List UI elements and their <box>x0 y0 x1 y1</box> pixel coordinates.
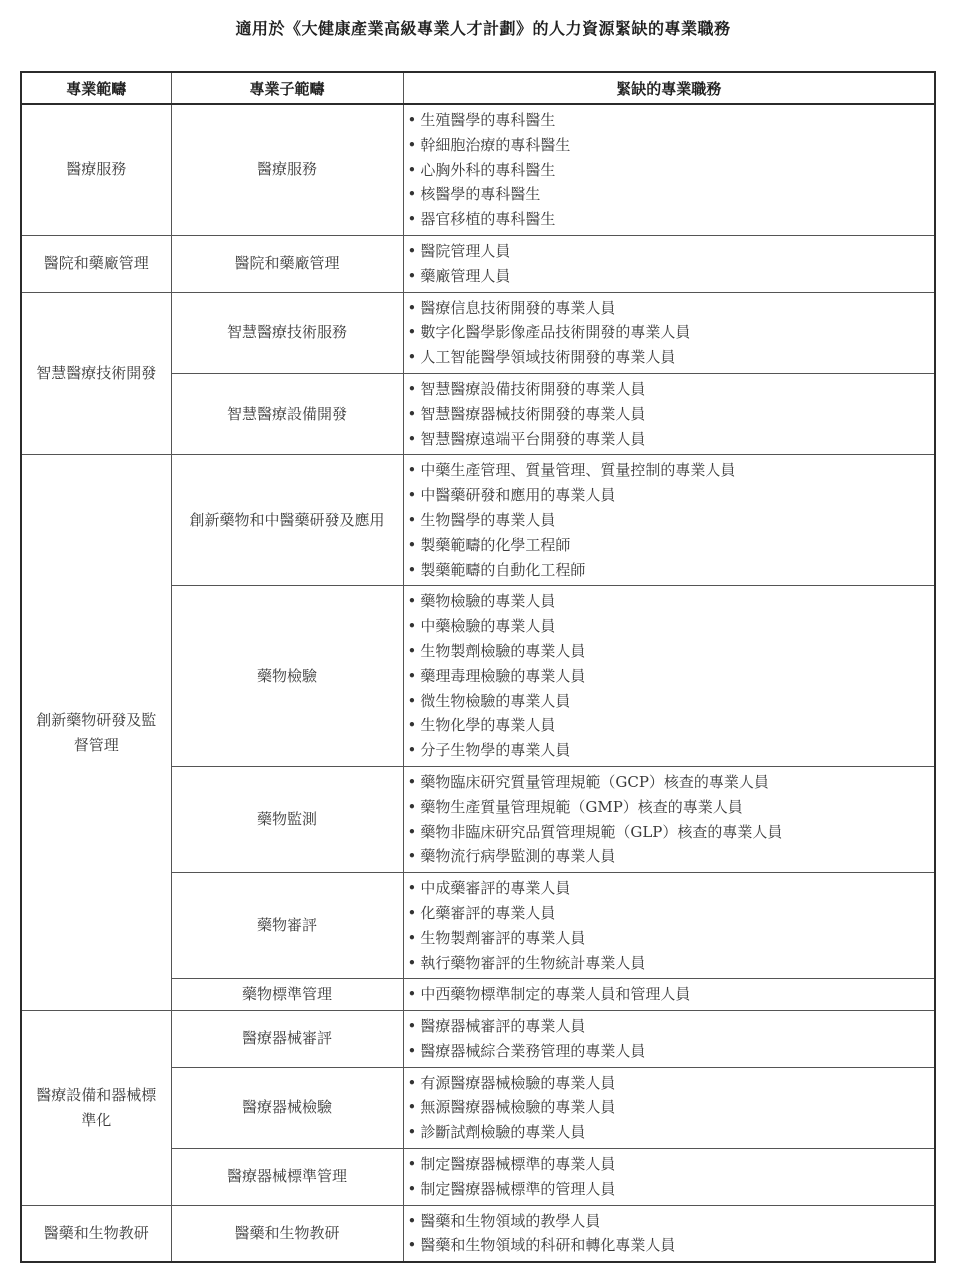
list-item: • 藥物非臨床研究品質管理規範（GLP）核查的專業人員 <box>408 820 935 845</box>
table-body <box>21 104 935 1262</box>
category-cell: 醫藥和生物教研 <box>21 1205 171 1262</box>
jobs-cell <box>403 1067 935 1148</box>
list-item: • 中藥生產管理、質量管理、質量控制的專業人員 <box>408 458 935 483</box>
list-item: • 幹細胞治療的專科醫生 <box>408 133 935 158</box>
subcategory-cell: 創新藥物和中醫藥研發及應用 <box>171 455 403 586</box>
jobs-list <box>408 296 935 370</box>
jobs-list <box>408 377 935 451</box>
list-item: • 藥物檢驗的專業人員 <box>408 589 935 614</box>
list-item: • 製藥範疇的化學工程師 <box>408 533 935 558</box>
list-item: • 藥物流行病學監測的專業人員 <box>408 844 935 869</box>
table-row <box>21 1011 935 1068</box>
jobs-list <box>408 108 935 232</box>
list-item: • 生物製劑審評的專業人員 <box>408 926 935 951</box>
jobs-cell <box>403 373 935 454</box>
list-item: • 執行藥物審評的生物統計專業人員 <box>408 951 935 976</box>
subcategory-cell: 智慧醫療技術服務 <box>171 292 403 373</box>
jobs-cell <box>403 235 935 292</box>
table-row <box>21 104 935 235</box>
table-row <box>21 1205 935 1262</box>
page-title: 適用於《大健康產業高級專業人才計劃》的人力資源緊缺的專業職務 <box>235 19 731 38</box>
category-cell: 醫院和藥廠管理 <box>21 235 171 292</box>
list-item: • 生物化學的專業人員 <box>408 713 935 738</box>
jobs-cell <box>403 979 935 1011</box>
table-row <box>21 455 935 586</box>
list-item: • 藥物生產質量管理規範（GMP）核查的專業人員 <box>408 795 935 820</box>
list-item: • 人工智能醫學領域技術開發的專業人員 <box>408 345 935 370</box>
list-item: • 中西藥物標準制定的專業人員和管理人員 <box>408 982 935 1007</box>
jobs-cell <box>403 1149 935 1206</box>
category-cell: 智慧醫療技術開發 <box>21 292 171 455</box>
list-item: • 器官移植的專科醫生 <box>408 207 935 232</box>
list-item: • 藥理毒理檢驗的專業人員 <box>408 664 935 689</box>
category-cell: 醫療設備和器械標準化 <box>21 1011 171 1206</box>
jobs-list <box>408 1014 935 1064</box>
list-item: • 醫療器械審評的專業人員 <box>408 1014 935 1039</box>
category-cell: 創新藥物研發及監督管理 <box>21 455 171 1011</box>
subcategory-cell: 智慧醫療設備開發 <box>171 373 403 454</box>
list-item: • 中藥檢驗的專業人員 <box>408 614 935 639</box>
subcategory-cell: 藥物審評 <box>171 873 403 979</box>
list-item: • 制定醫療器械標準的管理人員 <box>408 1177 935 1202</box>
category-cell: 醫療服務 <box>21 104 171 235</box>
subcategory-cell: 藥物標準管理 <box>171 979 403 1011</box>
jobs-cell <box>403 1205 935 1262</box>
list-item: • 無源醫療器械檢驗的專業人員 <box>408 1095 935 1120</box>
list-item: • 中醫藥研發和應用的專業人員 <box>408 483 935 508</box>
subcategory-cell: 醫藥和生物教研 <box>171 1205 403 1262</box>
jobs-list <box>408 876 935 975</box>
jobs-cell <box>403 1011 935 1068</box>
list-item: • 數字化醫學影像產品技術開發的專業人員 <box>408 320 935 345</box>
list-item: • 藥物臨床研究質量管理規範（GCP）核查的專業人員 <box>408 770 935 795</box>
subcategory-cell: 醫院和藥廠管理 <box>171 235 403 292</box>
talent-table <box>20 71 936 1263</box>
list-item: • 化藥審評的專業人員 <box>408 901 935 926</box>
header-row <box>21 72 935 104</box>
list-item: • 生物製劑檢驗的專業人員 <box>408 639 935 664</box>
list-item: • 生物醫學的專業人員 <box>408 508 935 533</box>
header-jobs: 緊缺的專業職務 <box>403 72 935 104</box>
list-item: • 製藥範疇的自動化工程師 <box>408 558 935 583</box>
header-category: 專業範疇 <box>21 72 171 104</box>
jobs-list <box>408 1152 935 1202</box>
jobs-cell <box>403 873 935 979</box>
jobs-cell <box>403 455 935 586</box>
jobs-cell <box>403 766 935 872</box>
jobs-cell <box>403 104 935 235</box>
list-item: • 核醫學的專科醫生 <box>408 182 935 207</box>
list-item: • 智慧醫療設備技術開發的專業人員 <box>408 377 935 402</box>
jobs-list <box>408 770 935 869</box>
jobs-cell <box>403 292 935 373</box>
subcategory-cell: 醫療器械檢驗 <box>171 1067 403 1148</box>
jobs-list <box>408 1071 935 1145</box>
list-item: • 分子生物學的專業人員 <box>408 738 935 763</box>
table-row <box>21 292 935 373</box>
list-item: • 心胸外科的專科醫生 <box>408 158 935 183</box>
jobs-list <box>408 982 935 1007</box>
list-item: • 醫藥和生物領域的科研和轉化專業人員 <box>408 1233 935 1258</box>
jobs-list <box>408 1209 935 1259</box>
jobs-list <box>408 239 935 289</box>
list-item: • 制定醫療器械標準的專業人員 <box>408 1152 935 1177</box>
subcategory-cell: 醫療器械標準管理 <box>171 1149 403 1206</box>
list-item: • 有源醫療器械檢驗的專業人員 <box>408 1071 935 1096</box>
list-item: • 診斷試劑檢驗的專業人員 <box>408 1120 935 1145</box>
subcategory-cell: 醫療服務 <box>171 104 403 235</box>
list-item: • 醫療器械綜合業務管理的專業人員 <box>408 1039 935 1064</box>
jobs-cell <box>403 586 935 767</box>
subcategory-cell: 藥物檢驗 <box>171 586 403 767</box>
jobs-list <box>408 589 935 763</box>
list-item: • 醫院管理人員 <box>408 239 935 264</box>
subcategory-cell: 藥物監測 <box>171 766 403 872</box>
header-subcategory: 專業子範疇 <box>171 72 403 104</box>
list-item: • 微生物檢驗的專業人員 <box>408 689 935 714</box>
list-item: • 智慧醫療器械技術開發的專業人員 <box>408 402 935 427</box>
list-item: • 醫療信息技術開發的專業人員 <box>408 296 935 321</box>
subcategory-cell: 醫療器械審評 <box>171 1011 403 1068</box>
list-item: • 醫藥和生物領域的教學人員 <box>408 1209 935 1234</box>
list-item: • 中成藥審評的專業人員 <box>408 876 935 901</box>
list-item: • 智慧醫療遠端平台開發的專業人員 <box>408 427 935 452</box>
table-row <box>21 235 935 292</box>
list-item: • 藥廠管理人員 <box>408 264 935 289</box>
list-item: • 生殖醫學的專科醫生 <box>408 108 935 133</box>
jobs-list <box>408 458 935 582</box>
